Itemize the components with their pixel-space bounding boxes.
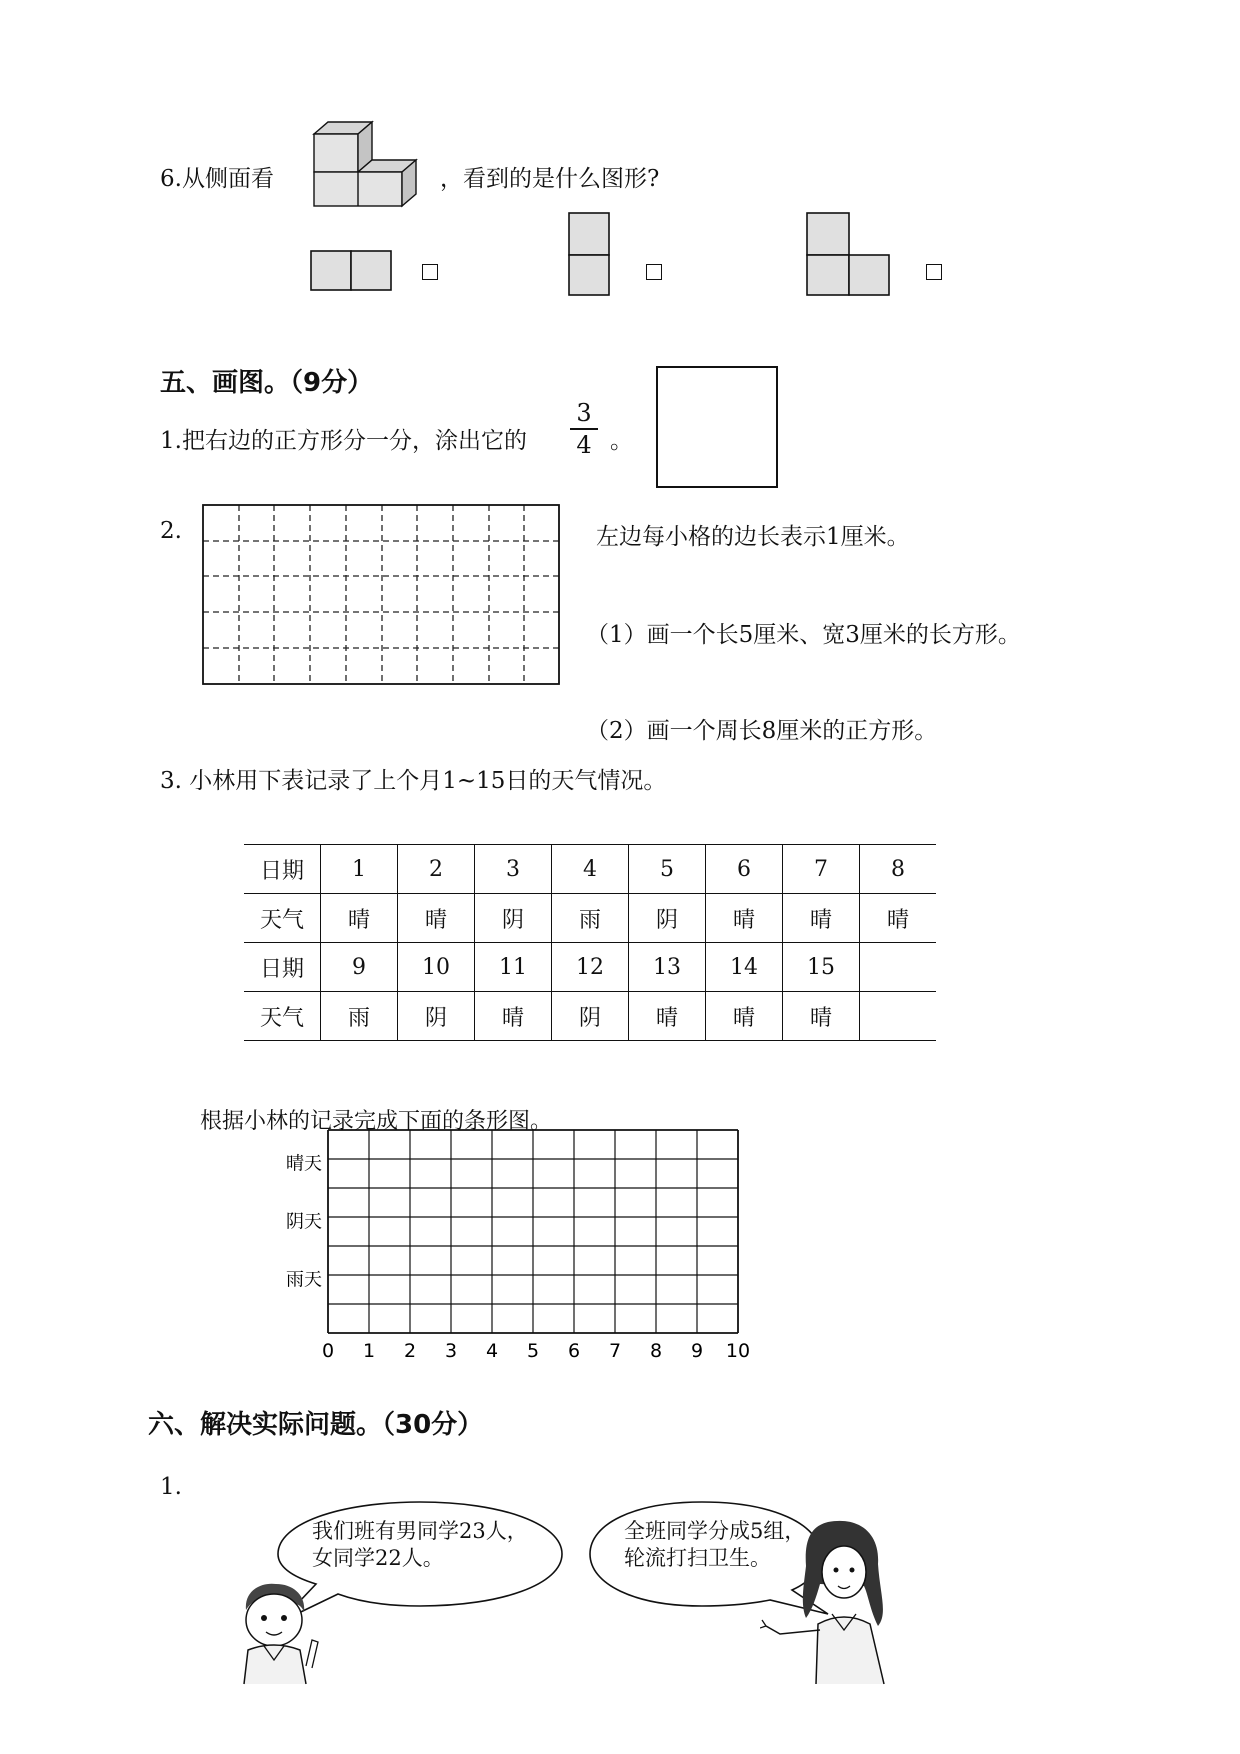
bar-chart-tick-label: 9 [690,1340,704,1362]
weather-table-row [244,894,936,943]
weather-table-cell: 晴 [475,992,552,1041]
q6-number: 6. [160,166,182,192]
q5-1-text [160,422,527,455]
weather-table-cell: 阴 [629,894,706,943]
option-a-checkbox[interactable] [422,264,438,280]
weather-table-cell: 2 [398,845,475,894]
teacher-speech-line2: 轮流打扫卫生。 [624,1546,771,1570]
weather-table-cell: 阴 [552,992,629,1041]
option-c-figure [806,212,892,298]
weather-table-row-header: 日期 [244,943,321,992]
q6-prompt-text: 从侧面看 [181,166,274,192]
bar-chart-grid[interactable] [260,1126,760,1366]
weather-table-cell: 5 [629,845,706,894]
weather-table-cell: 晴 [321,894,398,943]
bar-chart-tick-label: 10 [725,1340,751,1362]
bar-chart-tick-label: 2 [403,1340,417,1362]
weather-table-row [244,845,936,894]
weather-table-cell: 1 [321,845,398,894]
weather-table-cell: 晴 [783,894,860,943]
fraction-numerator: 3 [576,399,592,427]
teacher-speech-line1: 全班同学分成5组， [624,1519,806,1543]
weather-table-row-header: 天气 [244,894,321,943]
weather-table-cell: 晴 [706,894,783,943]
q5-1-period: 。 [610,428,633,454]
weather-table-cell: 雨 [321,992,398,1041]
weather-table-cell: 11 [475,943,552,992]
weather-table-row-header: 天气 [244,992,321,1041]
weather-table-cell: 6 [706,845,783,894]
option-b-checkbox[interactable] [646,264,662,280]
q5-3-intro: 3. 小林用下表记录了上个月1~15日的天气情况。 [160,768,667,794]
q6-1-number: 1. [160,1474,182,1500]
bar-chart-tick-label: 4 [485,1340,499,1362]
task-square: （2）画一个周长8厘米的正方形。 [586,718,938,744]
weather-table-cell: 12 [552,943,629,992]
bar-chart-row-label: 雨天 [286,1269,322,1291]
bar-chart-tick-label: 5 [526,1340,540,1362]
bar-chart-caption: 根据小林的记录完成下面的条形图。 [200,1109,553,1134]
q5-1-number: 1. [160,428,182,454]
weather-table-cell [860,943,937,992]
weather-table-cell: 晴 [629,992,706,1041]
weather-table-row [244,992,936,1041]
weather-table-cell: 雨 [552,894,629,943]
bar-chart-tick-label: 7 [608,1340,622,1362]
weather-table-cell: 晴 [398,894,475,943]
bar-chart-tick-label: 1 [362,1340,376,1362]
weather-table [244,844,936,1041]
boy-illustration [214,1580,334,1686]
option-b-figure [568,212,612,298]
weather-table-cell: 4 [552,845,629,894]
weather-table-cell: 7 [783,845,860,894]
fraction-three-quarters [568,398,600,460]
weather-table-cell: 14 [706,943,783,992]
weather-table-row-header: 日期 [244,845,321,894]
weather-table-cell: 9 [321,943,398,992]
weather-table-row [244,943,936,992]
option-c-checkbox[interactable] [926,264,942,280]
weather-table-cell: 8 [860,845,937,894]
bar-chart-tick-label: 0 [321,1340,335,1362]
weather-table-cell: 13 [629,943,706,992]
weather-table-cell: 晴 [860,894,937,943]
q5-1-text-before: 把右边的正方形分一分，涂出它的 [181,428,527,454]
option-a-figure [310,250,394,292]
q5-2-number: 2. [160,518,182,544]
bar-chart-row-label: 阴天 [286,1211,322,1233]
q6-prompt-after: ，看到的是什么图形? [440,166,660,192]
fraction-denominator: 4 [576,431,592,459]
weather-table-cell: 10 [398,943,475,992]
section6-title: 六、解决实际问题。（30分） [148,1410,484,1440]
weather-table-cell: 晴 [783,992,860,1041]
q6-prompt-before [160,160,274,193]
boy-speech-text [312,1518,528,1572]
weather-table-cell: 15 [783,943,860,992]
weather-table-cell: 晴 [706,992,783,1041]
bar-chart-tick-label: 3 [444,1340,458,1362]
bar-chart-tick-label: 6 [567,1340,581,1362]
teacher-illustration [760,1514,910,1686]
dashed-grid[interactable] [202,504,562,686]
grid-unit-note: 左边每小格的边长表示1厘米。 [596,524,910,550]
bar-chart-row-label: 晴天 [286,1153,322,1175]
square-to-divide[interactable] [656,366,778,488]
weather-table-cell: 阴 [475,894,552,943]
task-rectangle: （1）画一个长5厘米、宽3厘米的长方形。 [586,622,1021,648]
boy-speech-line1: 我们班有男同学23人， [312,1519,528,1543]
section5-title: 五、画图。（9分） [160,368,374,398]
boy-speech-line2: 女同学22人。 [312,1546,444,1570]
weather-table-cell: 阴 [398,992,475,1041]
weather-table-cell [860,992,937,1041]
cube-stack-figure [300,118,420,210]
weather-table-cell: 3 [475,845,552,894]
bar-chart-tick-label: 8 [649,1340,663,1362]
